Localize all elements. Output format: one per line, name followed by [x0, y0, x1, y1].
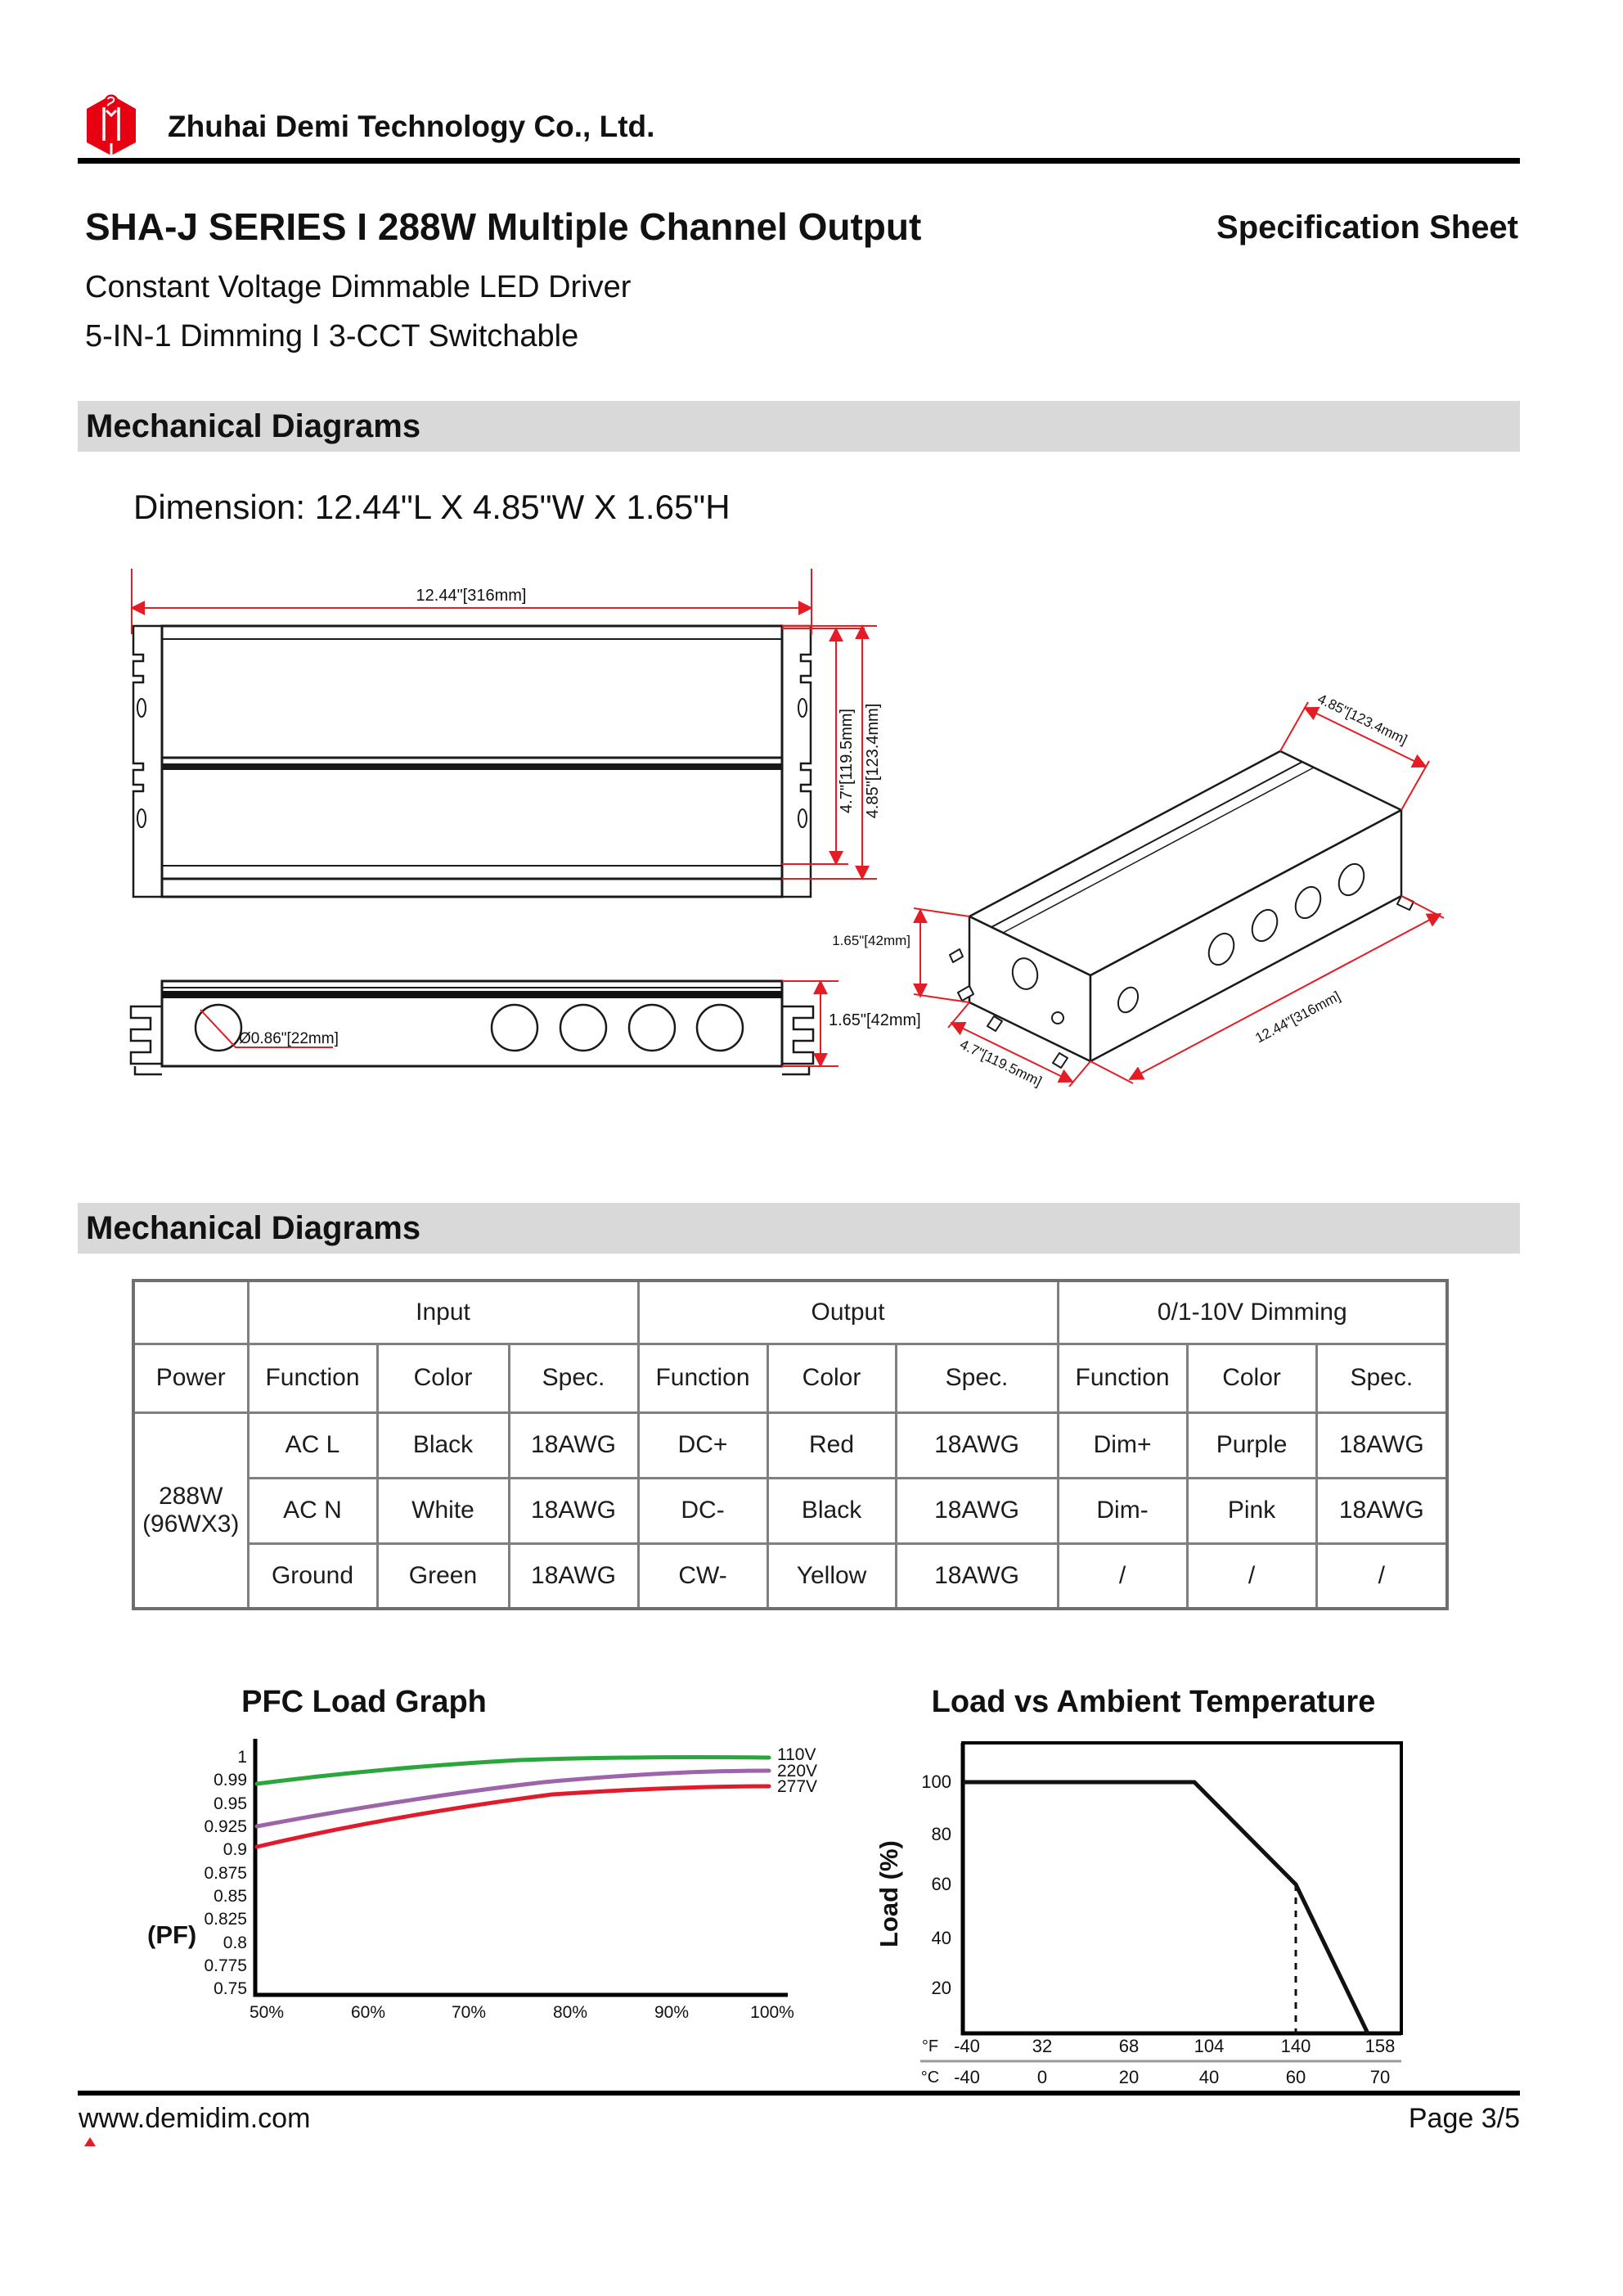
cell: CW-: [638, 1543, 767, 1609]
footer-page-number: Page 3/5: [1408, 2103, 1520, 2134]
svg-text:90%: 90%: [654, 2003, 690, 2022]
cell: 18AWG: [509, 1478, 638, 1543]
svg-text:60: 60: [1285, 2067, 1306, 2087]
table-row: [133, 1412, 1447, 1478]
table-row: [133, 1543, 1447, 1609]
cell: DC+: [638, 1412, 767, 1478]
pfc-y-axis-labels: [204, 1748, 247, 1998]
iso-label-length: 12.44"[316mm]: [1252, 988, 1343, 1047]
cell: Yellow: [767, 1543, 896, 1609]
cell: Dim+: [1058, 1412, 1187, 1478]
table-group-header-row: [133, 1281, 1447, 1344]
svg-text:70: 70: [1369, 2067, 1391, 2087]
cell: Purple: [1187, 1412, 1316, 1478]
svg-text:104: 104: [1194, 2036, 1225, 2056]
load-chart-title: Load vs Ambient Temperature: [931, 1685, 1376, 1719]
iso-label-height: 1.65"[42mm]: [832, 933, 910, 948]
dimension-text: Dimension: 12.44"L X 4.85"W X 1.65"H: [133, 488, 731, 526]
load-x-axis-f: [922, 2036, 1395, 2056]
cell: Green: [377, 1543, 509, 1609]
subtitle-line2: 5-IN-1 Dimming I 3-CCT Switchable: [85, 319, 579, 353]
cell: /: [1187, 1543, 1316, 1609]
svg-text:40: 40: [1198, 2067, 1220, 2087]
cell: Black: [767, 1478, 896, 1543]
power-detail: (96WX3): [142, 1510, 240, 1537]
svg-text:0: 0: [1036, 2067, 1048, 2087]
cell: Red: [767, 1412, 896, 1478]
derating-curve: [963, 1782, 1368, 2033]
pfc-y-axis-title: (PF): [147, 1920, 197, 1949]
svg-text:60%: 60%: [350, 2003, 386, 2022]
pfc-load-chart: [147, 1685, 817, 2022]
svg-text:-40: -40: [954, 2067, 980, 2087]
svg-text:32: 32: [1032, 2036, 1053, 2056]
svg-text:50%: 50%: [249, 2003, 285, 2022]
svg-text:40: 40: [931, 1928, 951, 1948]
cell: 18AWG: [896, 1478, 1058, 1543]
group-header-input: Input: [248, 1281, 638, 1344]
footer-logo-fragment-icon: [84, 2137, 96, 2146]
wiring-table: [132, 1279, 1449, 1610]
charts-panel: [78, 1661, 1542, 2095]
cell: White: [377, 1478, 509, 1543]
svg-text:0.75: 0.75: [214, 1979, 247, 1998]
svg-text:°F: °F: [921, 2037, 939, 2055]
company-name: Zhuhai Demi Technology Co., Ltd.: [168, 110, 655, 143]
cell: 18AWG: [1316, 1478, 1447, 1543]
subtitle-line1: Constant Voltage Dimmable LED Driver: [85, 270, 632, 304]
svg-text:0.875: 0.875: [204, 1864, 247, 1883]
mechanical-drawings: [78, 532, 1542, 1170]
cell: Dim-: [1058, 1478, 1187, 1543]
section-header-mechanical-1: Mechanical Diagrams: [78, 401, 1520, 452]
corner-cell: [133, 1281, 248, 1344]
iso-label-depth: 4.7"[119.5mm]: [957, 1036, 1045, 1090]
svg-text:68: 68: [1118, 2036, 1140, 2056]
svg-text:0.99: 0.99: [214, 1771, 247, 1790]
power-cell: [133, 1412, 248, 1609]
group-header-output: Output: [638, 1281, 1058, 1344]
cell: AC N: [248, 1478, 377, 1543]
company-logo: [82, 92, 141, 156]
col-header: Color: [1187, 1344, 1316, 1412]
cell: 18AWG: [509, 1412, 638, 1478]
svg-text:20: 20: [931, 1978, 951, 1998]
footer-website: www.demidim.com: [79, 2103, 311, 2134]
group-header-dimming: 0/1-10V Dimming: [1058, 1281, 1447, 1344]
cell: 18AWG: [509, 1543, 638, 1609]
side-view-drawing: [131, 981, 813, 1074]
svg-text:100: 100: [921, 1772, 951, 1792]
series-277v-line: [257, 1786, 769, 1847]
svg-text:0.85: 0.85: [214, 1887, 247, 1906]
legend-277v: 277V: [777, 1777, 818, 1796]
svg-text:-40: -40: [954, 2036, 980, 2056]
svg-text:0.95: 0.95: [214, 1794, 247, 1813]
section-header-mechanical-2: Mechanical Diagrams: [78, 1203, 1520, 1254]
svg-text:80: 80: [931, 1824, 951, 1844]
iso-label-width: 4.85"[123.4mm]: [1315, 691, 1410, 748]
isometric-view-drawing: [950, 751, 1414, 1068]
pfc-chart-title: PFC Load Graph: [241, 1685, 487, 1719]
svg-text:0.775: 0.775: [204, 1956, 247, 1975]
svg-text:80%: 80%: [552, 2003, 588, 2022]
pfc-series-lines: [257, 1757, 769, 1847]
svg-text:0.825: 0.825: [204, 1910, 247, 1929]
svg-text:20: 20: [1118, 2067, 1140, 2087]
col-header: Spec.: [509, 1344, 638, 1412]
cell: Black: [377, 1412, 509, 1478]
col-header: Spec.: [896, 1344, 1058, 1412]
col-header: Function: [1058, 1344, 1187, 1412]
header-rule: [78, 158, 1520, 164]
col-header: Color: [767, 1344, 896, 1412]
table-subheader-row: [133, 1344, 1447, 1412]
dim-label-width-outer: 4.85"[123.4mm]: [864, 703, 882, 819]
footer-rule: [78, 2091, 1520, 2096]
svg-text:60: 60: [931, 1874, 951, 1894]
dim-label-width-inner: 4.7"[119.5mm]: [838, 709, 856, 813]
cell: /: [1316, 1543, 1447, 1609]
cell: /: [1058, 1543, 1187, 1609]
load-y-axis-labels: [921, 1772, 951, 1998]
cell: Pink: [1187, 1478, 1316, 1543]
cell: Ground: [248, 1543, 377, 1609]
svg-text:0.9: 0.9: [223, 1840, 247, 1859]
load-x-axis-c: [921, 2067, 1390, 2087]
cell: DC-: [638, 1478, 767, 1543]
cell: 18AWG: [896, 1543, 1058, 1609]
sheet-label: Specification Sheet: [1216, 209, 1518, 245]
dim-label-length: 12.44"[316mm]: [416, 587, 527, 605]
cell: 18AWG: [1316, 1412, 1447, 1478]
svg-text:1: 1: [237, 1748, 247, 1767]
svg-text:100%: 100%: [750, 2003, 794, 2022]
load-y-axis-title: Load (%): [874, 1840, 903, 1947]
col-header: Spec.: [1316, 1344, 1447, 1412]
svg-text:70%: 70%: [451, 2003, 487, 2022]
svg-text:158: 158: [1364, 2036, 1396, 2056]
table-row: [133, 1478, 1447, 1543]
cell: 18AWG: [896, 1412, 1058, 1478]
pfc-x-axis-labels: [250, 2003, 794, 2022]
power-value: 288W: [159, 1482, 223, 1510]
top-view-drawing: [133, 626, 811, 897]
legend-220v: 220V: [777, 1762, 818, 1781]
col-header: Function: [638, 1344, 767, 1412]
svg-text:°C: °C: [920, 2069, 940, 2087]
load-temp-chart: [874, 1685, 1401, 2087]
cell: AC L: [248, 1412, 377, 1478]
dim-label-height-side: 1.65"[42mm]: [829, 1011, 921, 1029]
dim-label-knockout: Ø0.86"[22mm]: [239, 1030, 339, 1047]
pfc-legend: [777, 1745, 817, 1796]
col-header: Color: [377, 1344, 509, 1412]
col-header: Function: [248, 1344, 377, 1412]
col-header-power: Power: [133, 1344, 248, 1412]
svg-text:140: 140: [1280, 2036, 1311, 2056]
legend-110v: 110V: [777, 1745, 816, 1764]
svg-text:0.925: 0.925: [204, 1817, 247, 1836]
svg-text:0.8: 0.8: [223, 1934, 247, 1952]
page-title: SHA-J SERIES I 288W Multiple Channel Output: [85, 205, 922, 248]
